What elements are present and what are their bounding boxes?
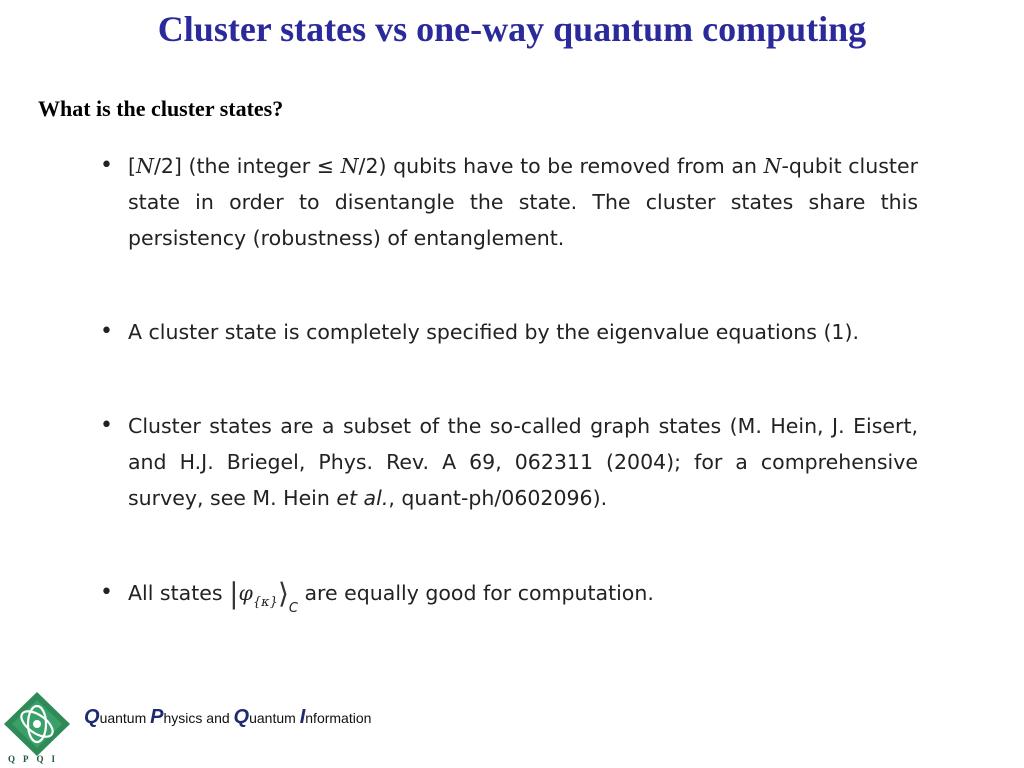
bullet-dot: •: [100, 413, 113, 438]
cluster-subscript: C: [288, 601, 298, 616]
phi-symbol: φ: [238, 581, 253, 605]
bullet-text: A cluster state is completely specified by the eigenvalue equations (1).: [128, 320, 859, 344]
slide-title: Cluster states vs one-way quantum computing: [157, 9, 867, 49]
bullet-dot: •: [100, 319, 113, 344]
bullet-item-1: [100, 148, 918, 256]
bullet-text: [N/2] (the integer ≤ N/2) qubits have to be removed from an N-qubit cluster state in order to disentangle the state. The cluster states share this persistency (robustness) of entanglement.: [128, 154, 918, 250]
qpqi-logo-icon: [2, 690, 72, 764]
bullet-text: Cluster states are a subset of the so-called graph states (M. Hein, J. Eisert, and H.J. Briegel, Phys. Rev. A 69, 062311 (2004); for a comprehensive survey, see M. Hein et al., quant-ph/0602096).: [128, 414, 918, 510]
bullet-dot: •: [100, 153, 113, 178]
bullet-item-2: [100, 314, 918, 350]
kappa-subscript: {κ}: [252, 595, 278, 610]
logo-caption: QPQI: [8, 754, 64, 764]
bullet-item-3: [100, 408, 918, 516]
ket-left-bar: |: [229, 577, 239, 610]
bullet-item-4: [100, 575, 918, 627]
section-heading: What is the cluster states?: [38, 96, 284, 121]
bullet-text: All states $|\varphi_{\{\kappa\}}⟩_C$ are equally good for computation.: [128, 577, 654, 616]
footer-brand: Quantum Physics and Quantum Information: [84, 706, 372, 728]
bullet-dot: •: [100, 580, 113, 605]
ket-right-angle: ⟩: [277, 577, 289, 610]
